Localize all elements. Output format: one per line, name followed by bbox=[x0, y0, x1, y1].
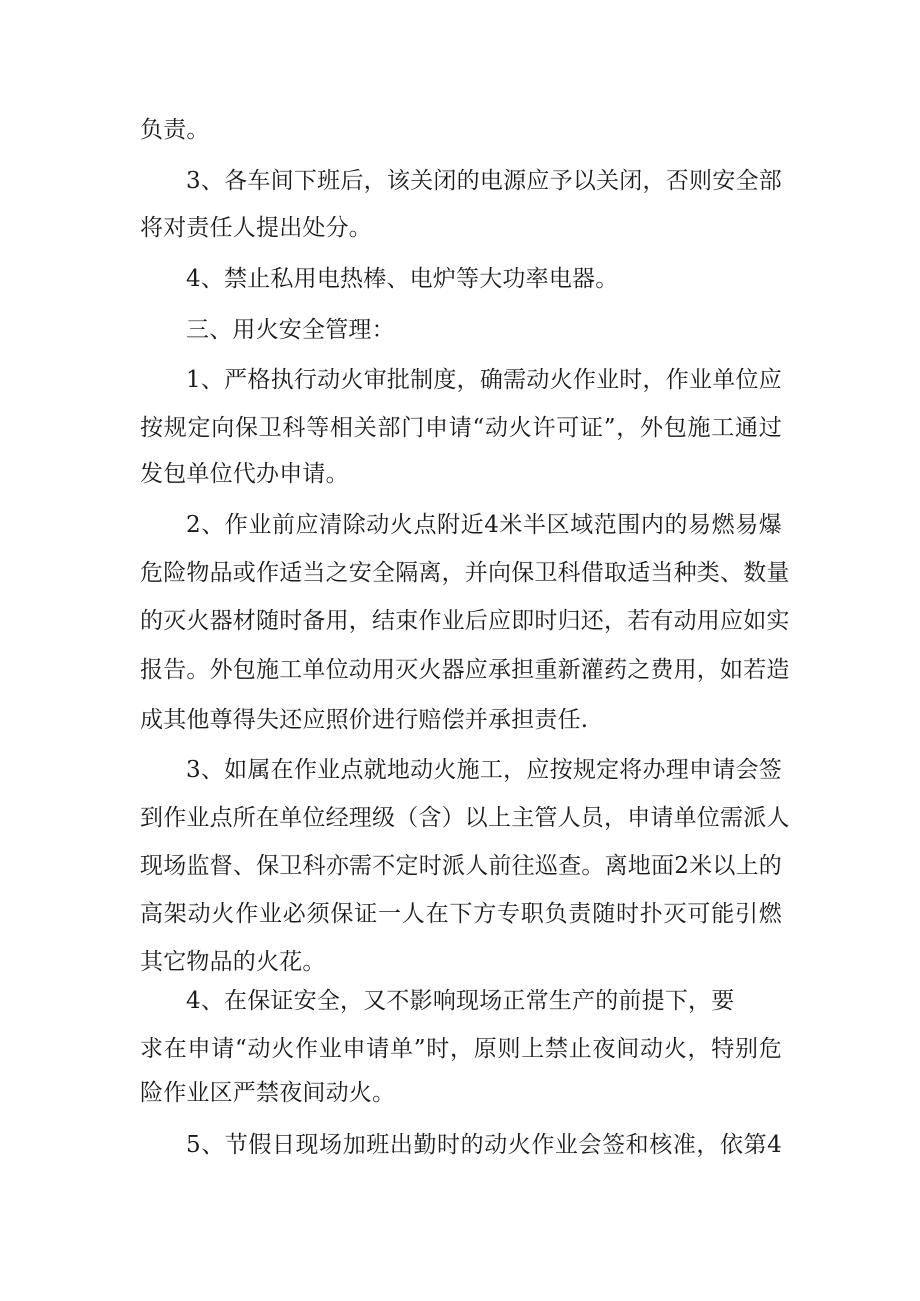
text-line: 报告。外包施工单位动用灭火器应承担重新灌药之费用，如若造 bbox=[140, 657, 790, 683]
text-line: 到作业点所在单位经理级（含）以上主管人员，申请单位需派人 bbox=[140, 805, 790, 831]
text-line: 负责。 bbox=[140, 117, 210, 143]
text-line: 4、禁止私用电热棒、电炉等大功率电器。 bbox=[186, 266, 619, 292]
text-line: 按规定向保卫科等相关部门申请“动火许可证”，外包施工通过 bbox=[140, 415, 782, 441]
text-line: 5、节假日现场加班出勤时的动火作业会签和核准，依第4 bbox=[186, 1132, 782, 1158]
text-line: 3、各车间下班后，该关闭的电源应予以关闭，否则安全部 bbox=[186, 168, 782, 194]
text-line: 危险物品或作适当之安全隔离，并向保卫科借取适当种类、数量 bbox=[140, 560, 790, 586]
text-line: 3、如属在作业点就地动火施工，应按规定将办理申请会签 bbox=[186, 757, 782, 783]
text-line: 2、作业前应清除动火点附近4米半区域范围内的易燃易爆 bbox=[186, 512, 782, 538]
text-line: 成其他尊得失还应照价进行赔偿并承担责任. bbox=[140, 707, 589, 733]
text-line: 其它物品的火花。 bbox=[140, 949, 326, 975]
text-line: 求在申请“动火作业申请单”时，原则上禁止夜间动火，特别危 bbox=[140, 1036, 782, 1062]
text-line: 将对责任人提出处分。 bbox=[140, 215, 372, 241]
text-line: 的灭火器材随时备用，结束作业后应即时归还，若有动用应如实 bbox=[140, 608, 790, 634]
text-line: 高架动火作业必须保证一人在下方专职负责随时扑灭可能引燃 bbox=[140, 901, 782, 927]
text-line: 1、严格执行动火审批制度，确需动火作业时，作业单位应 bbox=[186, 367, 782, 393]
section-heading: 三、用火安全管理： bbox=[186, 317, 395, 343]
text-line: 发包单位代办申请。 bbox=[140, 461, 349, 487]
text-line: 4、在保证安全，又不影响现场正常生产的前提下，要 bbox=[186, 988, 735, 1014]
text-line: 现场监督、保卫科亦需不定时派人前往巡查。离地面2米以上的 bbox=[140, 853, 782, 879]
text-line: 险作业区严禁夜间动火。 bbox=[140, 1080, 396, 1106]
